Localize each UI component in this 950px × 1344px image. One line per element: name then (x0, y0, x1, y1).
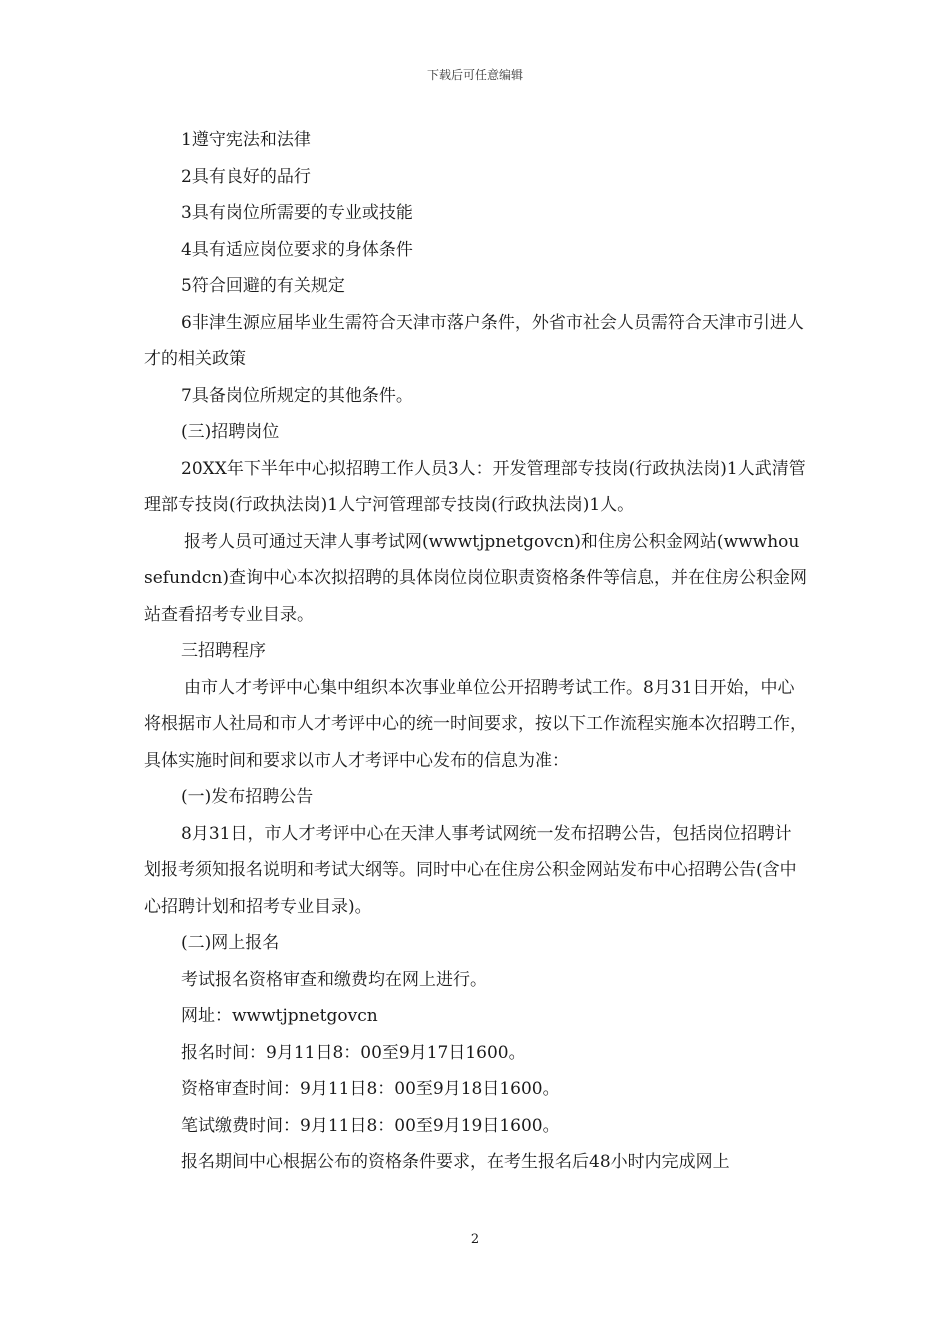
paragraph: 3具有岗位所需要的专业或技能 (181, 203, 413, 223)
paragraph: 考试报名资格审查和缴费均在网上进行。 (181, 969, 487, 990)
paragraph: 1遵守宪法和法律 (181, 130, 311, 150)
paragraph: 8月31日，市人才考评中心在天津人事考试网统一发布招聘公告，包括岗位招聘计划报考须知报名说明和考试大纲等。同时中心在住房公积金网站发布中心招聘公告(含中心招聘计划和招考专业目录)。 (144, 823, 797, 917)
paragraph: 7具备岗位所规定的其他条件。 (181, 385, 413, 406)
paragraph: 资格审查时间：9月11日8：00至9月18日1600。 (181, 1079, 560, 1099)
paragraph: 由市人才考评中心集中组织本次事业单位公开招聘考试工作。8月31日开始，中心将根据市人社局和市人才考评中心的统一时间要求，按以下工作流程实施本次招聘工作，具体实施时间和要求以市人才考评中心发布的信息为准： (144, 677, 807, 771)
paragraph: 20XX年下半年中心拟招聘工作人员3人：开发管理部专技岗(行政执法岗)1人武清管理部专技岗(行政执法岗)1人宁河管理部专技岗(行政执法岗)1人。 (144, 458, 806, 515)
page-header: 下载后可任意编辑 (426, 68, 523, 82)
section-heading: (一)发布招聘公告 (181, 787, 314, 807)
paragraph: 5符合回避的有关规定 (181, 276, 345, 296)
paragraph: 6非津生源应届毕业生需符合天津市落户条件，外省市社会人员需符合天津市引进人才的相关政策 (144, 312, 804, 369)
paragraph: 报名时间：9月11日8：00至9月17日1600。 (181, 1042, 526, 1063)
section-heading: 三招聘程序 (181, 641, 266, 661)
section-heading: (二)网上报名 (181, 933, 280, 953)
paragraph: 2具有良好的品行 (181, 166, 311, 187)
document-body (144, 122, 808, 1181)
section-heading: (三)招聘岗位 (181, 422, 280, 442)
paragraph: 报名期间中心根据公布的资格条件要求，在考生报名后48小时内完成网上 (181, 1152, 730, 1172)
paragraph: 网址：wwwtjpnetgovcn (181, 1006, 378, 1026)
paragraph: 笔试缴费时间：9月11日8：00至9月19日1600。 (181, 1115, 560, 1136)
paragraph: 报考人员可通过天津人事考试网(wwwtjpnetgovcn)和住房公积金网站(wwwhousefundcn)查询中心本次拟招聘的具体岗位岗位职责资格条件等信息，并在住房公积金网站查看招考专业目录。 (144, 531, 807, 625)
paragraph: 4具有适应岗位要求的身体条件 (181, 239, 413, 260)
page-number: 2 (470, 1232, 480, 1247)
